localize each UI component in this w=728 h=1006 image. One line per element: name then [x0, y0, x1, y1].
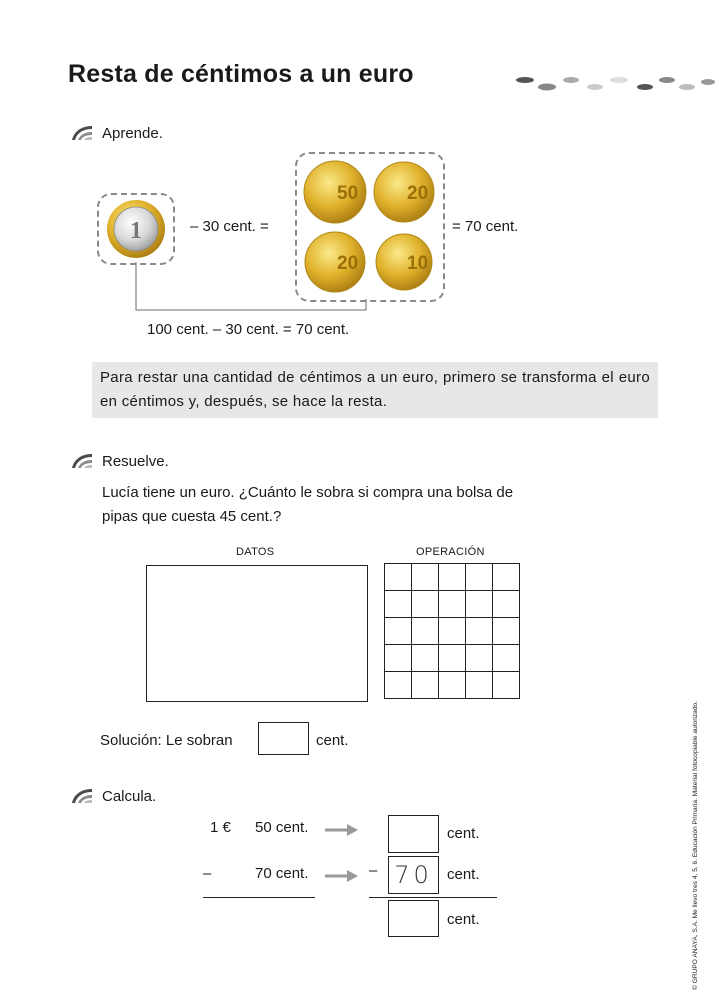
calc-unit-1: cent. [447, 825, 480, 842]
coin-50-icon [304, 161, 366, 223]
section-icon [70, 787, 94, 805]
one-euro-box [97, 193, 175, 265]
coin-value-text: 50 [337, 183, 359, 204]
section-title-aprende: Aprende. [102, 125, 163, 142]
calc-row1-euro: 1 € [210, 819, 231, 836]
sum-line-right [369, 897, 497, 898]
coin-value-text: 10 [407, 253, 429, 274]
one-euro-coin-icon [99, 195, 173, 263]
coin-20-icon [374, 162, 434, 222]
problem-text-line2: pipas que cuesta 45 cent.? [102, 508, 282, 525]
calc-answer-box-3[interactable] [388, 900, 439, 937]
datos-input-box[interactable] [146, 565, 368, 702]
calc-unit-3: cent. [447, 911, 480, 928]
minus-text: – 30 cent. = [190, 218, 269, 235]
decorative-dots [515, 72, 715, 96]
calc-answer-box-2[interactable] [388, 856, 439, 894]
calc-minus-sign: – [203, 865, 212, 882]
section-icon [70, 124, 94, 142]
problem-text-line1: Lucía tiene un euro. ¿Cuánto le sobra si compra una bolsa de [102, 484, 514, 501]
calc-unit-2: cent. [447, 866, 480, 883]
datos-label: DATOS [236, 546, 275, 558]
solution-suffix: cent. [316, 732, 349, 749]
equals-text: = 70 cent. [452, 218, 519, 235]
equation-text: 100 cent. – 30 cent. = 70 cent. [147, 321, 350, 338]
coin-10-icon [376, 234, 432, 290]
page-title: Resta de céntimos a un euro [68, 60, 414, 88]
section-icon [70, 452, 94, 470]
coin-value-text: 20 [337, 253, 359, 274]
section-title-calcula: Calcula. [102, 788, 157, 805]
calc-minus-sign-2: – [369, 862, 378, 879]
bracket-connector [130, 262, 370, 318]
section-title-resuelve: Resuelve. [102, 453, 169, 470]
sum-line-left [203, 897, 315, 898]
calc-row1-cents: 50 cent. [255, 819, 309, 836]
coin-value-text: 1 [130, 218, 142, 244]
operation-grid[interactable] [384, 563, 520, 699]
rule-text: Para restar una cantidad de céntimos a un euro, primero se transforma el euro en céntimos y, después, se hace la resta. [100, 369, 650, 410]
calc-row2-cents: 70 cent. [255, 865, 309, 882]
solution-answer-box[interactable] [258, 722, 309, 755]
arrow-right-icon [325, 869, 359, 883]
coin-value-text: 20 [407, 183, 429, 204]
rule-box [92, 362, 658, 418]
calc-answer-box-1[interactable] [388, 815, 439, 853]
arrow-right-icon [325, 823, 359, 837]
operacion-label: OPERACIÓN [416, 546, 485, 558]
solution-prefix: Solución: Le sobran [100, 732, 233, 749]
copyright-footer: © GRUPO ANAYA, S.A. Me llevo tres 4, 5, 6. Educación Primaria. Material fotocopiable autorizado. [692, 700, 699, 990]
handwritten-value: 70 [394, 861, 433, 889]
